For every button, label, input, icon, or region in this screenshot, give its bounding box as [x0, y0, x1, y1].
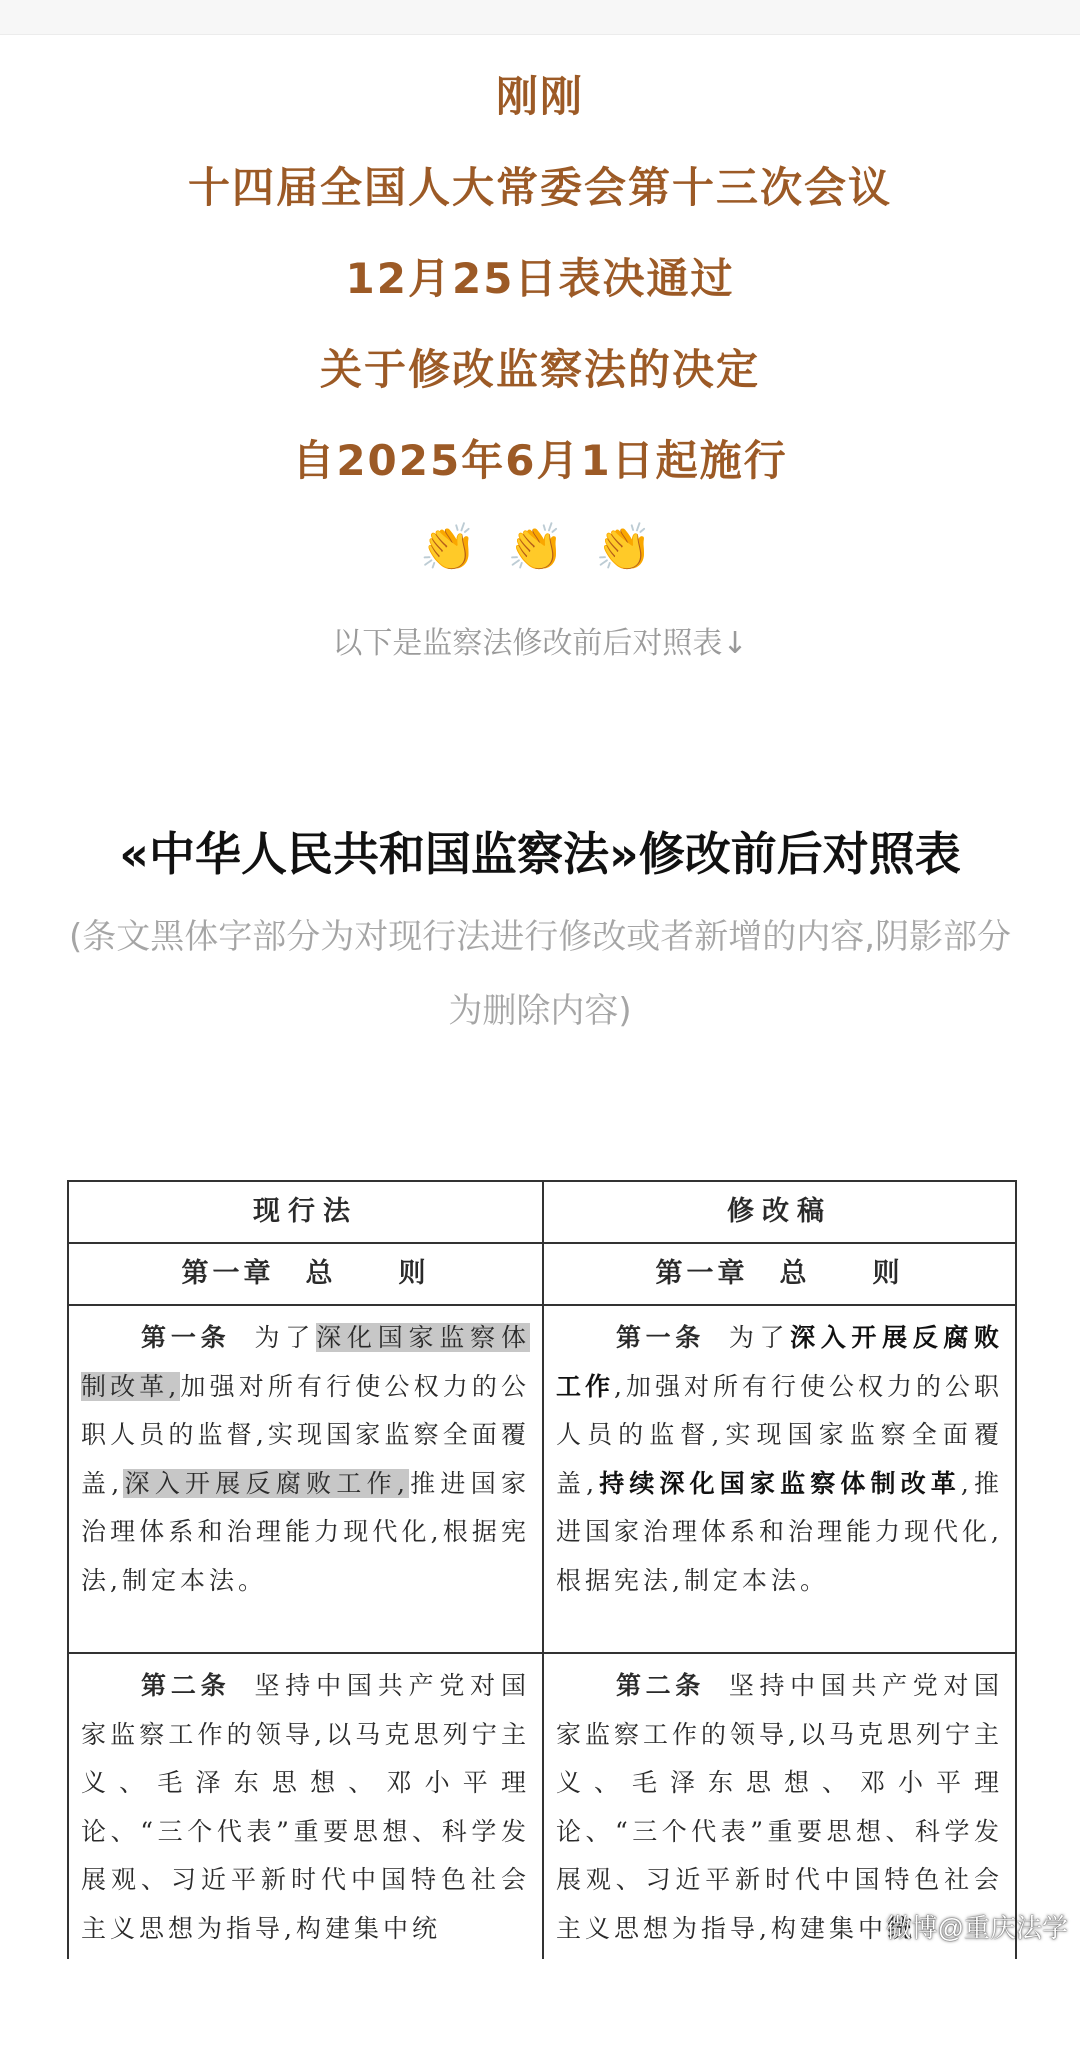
text-segment: 加强对所有行使公权力的公职人员的监督,实现国家监察全面覆盖,	[81, 1371, 530, 1498]
text-segment: 为了	[254, 1323, 317, 1352]
headline-line-5: 自2025年6月1日起施行	[292, 436, 788, 485]
text-segment: 坚持中国共产党对国家监察工作的领导,以马克思列宁主义、毛泽东思想、邓小平理论、“三个代表”重要思想、科学发展观、习近平新时代中国特色社会主义思想为指导,构建集中统	[556, 1671, 1003, 1943]
text-segment: 坚持中国共产党对国家监察工作的领导,以马克思列宁主义、毛泽东思想、邓小平理论、“三个代表”重要思想、科学发展观、习近平新时代中国特色社会主义思想为指导,构建集中统	[81, 1671, 530, 1943]
table-title: «中华人民共和国监察法»修改前后对照表	[119, 827, 961, 881]
clapping-hands-icon: 👏	[595, 520, 661, 574]
added-text: 深入开展反腐败工作	[556, 1323, 1003, 1401]
text-segment: ,加强对所有行使公权力的公职人员的监督,实现国家监察全面覆盖,	[556, 1371, 1003, 1498]
headline-line-1: 刚刚	[495, 72, 584, 121]
article-label: 第二条	[616, 1671, 705, 1700]
clapping-hands-row	[0, 520, 1080, 575]
article-1-current	[69, 1306, 542, 1605]
chapter-revised: 第一章 总 则	[655, 1258, 904, 1289]
clapping-hands-icon: 👏	[507, 520, 573, 574]
text-segment: 为了	[728, 1323, 791, 1352]
deleted-text: 深化国家监察体制改革,	[81, 1323, 530, 1401]
text-segment: ,推进国家治理体系和治理能力现代化,根据宪法,制定本法。	[556, 1468, 1003, 1595]
headline-line-3: 12月25日表决通过	[345, 254, 735, 303]
table-subtitle: (条文黑体字部分为对现行法进行修改或者新增的内容,阴影部分为删除内容)	[68, 917, 1012, 1031]
article-1-revised	[544, 1306, 1015, 1605]
article-2-current	[69, 1654, 542, 1953]
chapter-row	[69, 1244, 1015, 1306]
header-current-law: 现行法	[253, 1196, 358, 1227]
clapping-hands-icon: 👏	[419, 520, 485, 574]
text-segment: 推进国家治理体系和治理能力现代化,根据宪法,制定本法。	[81, 1468, 530, 1595]
comparison-table	[67, 1180, 1017, 1959]
headline-line-2: 十四届全国人大常委会第十三次会议	[187, 163, 892, 212]
article-label: 第一条	[616, 1323, 705, 1352]
table-header-row	[69, 1182, 1015, 1244]
header-revised-draft: 修改稿	[727, 1196, 832, 1227]
top-bar	[0, 0, 1080, 35]
article-2-row	[69, 1654, 1015, 2054]
headline-line-4: 关于修改监察法的决定	[319, 345, 760, 394]
comparison-intro-note: 以下是监察法修改前后对照表↓	[332, 626, 748, 661]
article-label: 第一条	[141, 1323, 231, 1352]
article-1-row	[69, 1306, 1015, 1654]
added-text: 持续深化国家监察体制改革	[598, 1468, 961, 1498]
deleted-text: 深入开展反腐败工作,	[123, 1468, 409, 1498]
chapter-current: 第一章 总 则	[181, 1258, 430, 1289]
article-label: 第二条	[141, 1671, 231, 1700]
weibo-watermark: 微博@重庆法学	[885, 1913, 1068, 1943]
